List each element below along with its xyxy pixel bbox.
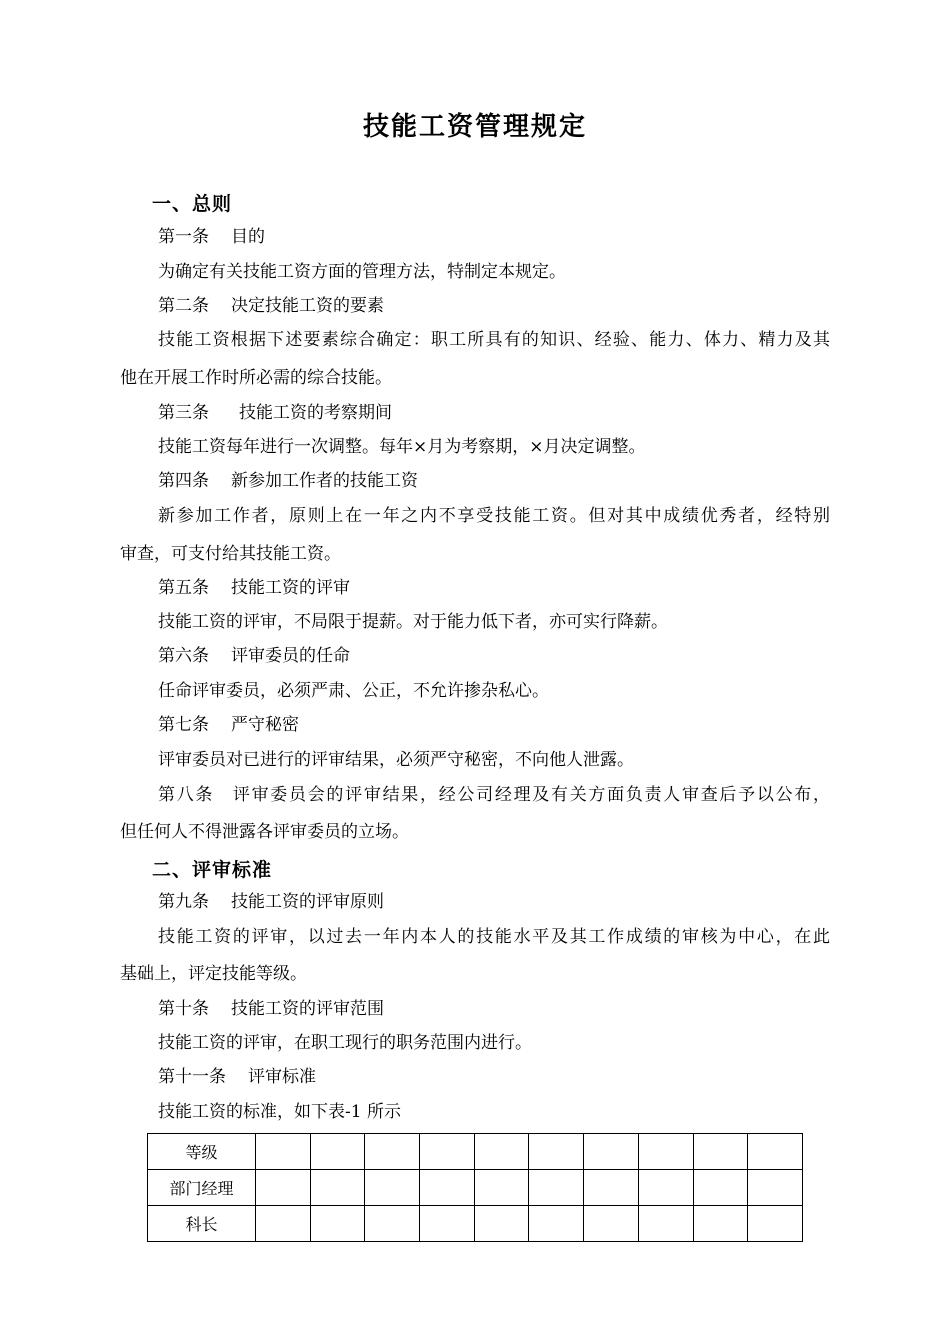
article-number: 第九条 [158, 892, 209, 912]
table-cell [474, 1170, 529, 1206]
section-heading-criteria: 二、评审标准 [152, 859, 273, 881]
table-cell [748, 1206, 803, 1242]
table-cell [310, 1206, 365, 1242]
row-header-department-manager: 部门经理 [148, 1170, 256, 1206]
article-name: 技能工资的评审范围 [231, 999, 384, 1019]
article-name: 评审标准 [248, 1067, 316, 1087]
article-number: 第二条 [158, 296, 209, 316]
table-cell [474, 1134, 529, 1170]
article-7-heading [158, 714, 299, 736]
article-name: 目的 [231, 227, 265, 247]
table-cell [584, 1170, 639, 1206]
article-number: 第三条 [158, 403, 209, 423]
table-cell [310, 1170, 365, 1206]
table-cell [529, 1170, 584, 1206]
table-cell [474, 1206, 529, 1242]
table-cell [420, 1206, 475, 1242]
article-name: 技能工资的考察期间 [239, 403, 392, 423]
article-3-text: 技能工资每年进行一次调整。每年×月为考察期，×月决定调整。 [158, 437, 646, 457]
article-6-text: 任命评审委员，必须严肃、公正，不允许掺杂私心。 [158, 681, 549, 701]
article-5-text: 技能工资的评审，不局限于提薪。对于能力低下者，亦可实行降薪。 [158, 612, 668, 632]
table-cell [420, 1170, 475, 1206]
table-row [148, 1170, 803, 1206]
article-2-text-line1: 技能工资根据下述要素综合确定：职工所具有的知识、经验、能力、体力、精力及其 [158, 330, 830, 350]
article-number: 第四条 [158, 471, 209, 491]
article-name: 严守秘密 [231, 715, 299, 735]
article-number: 第一条 [158, 227, 209, 247]
article-2-text-line2: 他在开展工作时所必需的综合技能。 [120, 368, 392, 388]
article-name: 新参加工作者的技能工资 [231, 471, 418, 491]
section-heading-general: 一、总则 [152, 193, 233, 215]
page-title: 技能工资管理规定 [362, 112, 587, 142]
table-row [148, 1134, 803, 1170]
table-cell [310, 1134, 365, 1170]
article-number: 第十一条 [158, 1067, 226, 1087]
table-row [148, 1206, 803, 1242]
table-cell [420, 1134, 475, 1170]
article-name: 技能工资的评审原则 [231, 892, 384, 912]
skill-wage-table [147, 1133, 803, 1242]
article-3-heading [158, 402, 392, 424]
article-1-text: 为确定有关技能工资方面的管理方法，特制定本规定。 [158, 262, 566, 282]
article-4-text-line2: 审查，可支付给其技能工资。 [120, 544, 341, 564]
article-9-text-line2: 基础上，评定技能等级。 [120, 964, 307, 984]
table-cell [256, 1170, 311, 1206]
row-header-section-chief: 科长 [148, 1206, 256, 1242]
table-cell [256, 1206, 311, 1242]
table-cell [256, 1134, 311, 1170]
article-8-text-line2: 但任何人不得泄露各评审委员的立场。 [120, 822, 409, 842]
article-number: 第六条 [158, 646, 209, 666]
article-10-text: 技能工资的评审，在职工现行的职务范围内进行。 [158, 1033, 532, 1053]
article-name: 决定技能工资的要素 [231, 296, 384, 316]
table-cell [693, 1206, 748, 1242]
table-cell [529, 1206, 584, 1242]
article-11-heading [158, 1066, 316, 1088]
article-number: 第七条 [158, 715, 209, 735]
table-cell [365, 1134, 420, 1170]
table-cell [638, 1170, 693, 1206]
table-cell [584, 1206, 639, 1242]
article-4-heading [158, 470, 418, 492]
article-name: 评审委员的任命 [231, 646, 350, 666]
article-8-text-line1: 第八条 评审委员会的评审结果，经公司经理及有关方面负责人审查后予以公布， [158, 785, 830, 805]
article-name: 技能工资的评审 [231, 578, 350, 598]
table-cell [529, 1134, 584, 1170]
table-cell [693, 1170, 748, 1206]
table-cell [748, 1170, 803, 1206]
article-1-heading [158, 226, 265, 248]
table-cell [365, 1170, 420, 1206]
table-cell [693, 1134, 748, 1170]
article-6-heading [158, 645, 350, 667]
row-header-grade: 等级 [148, 1134, 256, 1170]
article-5-heading [158, 577, 350, 599]
article-7-text: 评审委员对已进行的评审结果，必须严守秘密，不向他人泄露。 [158, 750, 634, 770]
table-cell [638, 1134, 693, 1170]
table-cell [584, 1134, 639, 1170]
article-2-heading [158, 295, 384, 317]
article-10-heading [158, 998, 384, 1020]
table-cell [638, 1206, 693, 1242]
article-number: 第五条 [158, 578, 209, 598]
article-9-text-line1: 技能工资的评审，以过去一年内本人的技能水平及其工作成绩的审核为中心，在此 [158, 927, 830, 947]
article-9-heading [158, 891, 384, 913]
article-11-text: 技能工资的标准，如下表-1 所示 [158, 1102, 401, 1122]
table-cell [365, 1206, 420, 1242]
table-cell [748, 1134, 803, 1170]
article-number: 第十条 [158, 999, 209, 1019]
article-4-text-line1: 新参加工作者，原则上在一年之内不享受技能工资。但对其中成绩优秀者，经特别 [158, 506, 830, 526]
